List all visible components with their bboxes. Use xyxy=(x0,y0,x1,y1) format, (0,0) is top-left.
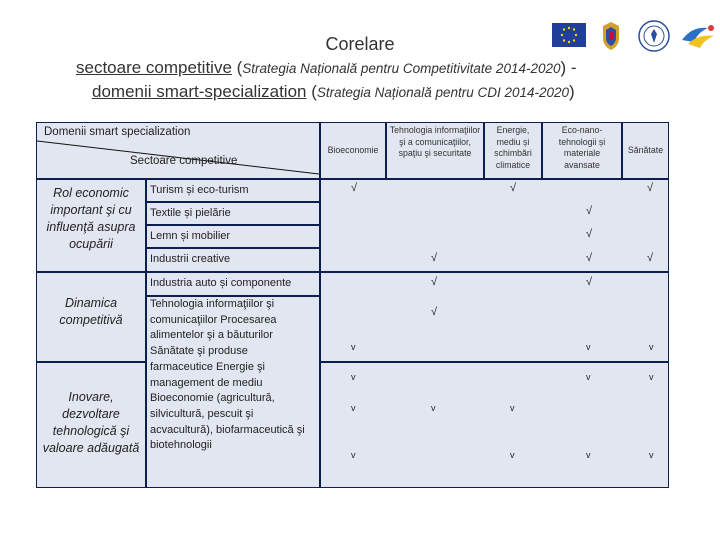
corner-bottom-label: Sectoare competitive xyxy=(130,155,238,167)
check-mark: √ xyxy=(431,306,438,318)
check-mark-small: v xyxy=(351,372,356,382)
paren-open-1: ( xyxy=(231,58,243,77)
sector-cell-textile: Textile și pielărie xyxy=(147,203,319,224)
program-logo xyxy=(678,22,718,50)
subtitle-line-2 xyxy=(92,82,575,102)
eu-flag-logo xyxy=(552,23,586,47)
data-block-top xyxy=(321,180,668,271)
sector-cell-innovation-list: Tehnologia informaţiilor şi comunicaţiilor Procesarea alimentelor şi a băuturilor Sănătate şi produse farmaceutice Energie şi management de mediu Bioeconomie (agricultură, silvicultură, pescuit şi acvacultură), biofarmaceutică şi biotehnologii xyxy=(147,297,319,487)
competitive-sectors-link[interactable]: sectoare competitive xyxy=(76,58,232,77)
row-group-economic-role: Rol economic important şi cu influenţă asupra ocupării xyxy=(37,180,145,271)
check-mark: √ xyxy=(586,276,593,288)
check-mark-small: v xyxy=(586,372,591,382)
correlation-table xyxy=(36,122,669,488)
sector-cell-tourism: Turism și eco-turism xyxy=(147,180,319,201)
column-header-tic: Tehnologia informaţiilor şi a comunicaţiilor, spaţiu şi securitate xyxy=(387,123,483,178)
sector-cell-automotive: Industria auto și componente xyxy=(147,273,319,295)
row-group-competitive-dynamics: Dinamica competitivă xyxy=(37,273,145,361)
check-mark-small: v xyxy=(649,372,654,382)
check-mark: √ xyxy=(431,252,438,264)
sector-cell-creative: Industrii creative xyxy=(147,249,319,271)
check-mark-small: v xyxy=(351,342,356,352)
page-title: Corelare xyxy=(325,34,395,54)
data-block-bottom xyxy=(321,363,668,487)
check-mark: √ xyxy=(586,228,593,240)
check-mark: √ xyxy=(647,252,654,264)
check-mark-small: v xyxy=(510,403,515,413)
check-mark-small: v xyxy=(351,450,356,460)
paren-close-2: ) xyxy=(569,82,575,101)
column-header-bioeconomie: Bioeconomie xyxy=(321,123,385,178)
check-mark-small: v xyxy=(649,342,654,352)
logo-strip xyxy=(550,18,720,58)
smart-specialization-link[interactable]: domenii smart-specialization xyxy=(92,82,307,101)
check-mark: √ xyxy=(351,182,358,194)
row-group-innovation: Inovare, dezvoltare tehnologică şi valoare adăugată xyxy=(37,363,145,487)
check-mark: √ xyxy=(431,276,438,288)
column-header-eco-nano: Eco-nano-tehnologii și materiale avansate xyxy=(543,123,621,178)
check-mark-small: v xyxy=(586,342,591,352)
romania-coat-of-arms-logo xyxy=(600,20,622,52)
check-mark-small: v xyxy=(431,403,436,413)
subtitle-line-1 xyxy=(76,58,577,78)
check-mark: √ xyxy=(586,205,593,217)
column-header-energie: Energie, mediu și schimbări climatice xyxy=(485,123,541,178)
column-header-sanatate: Sănătate xyxy=(623,123,668,178)
paren-open-2: ( xyxy=(306,82,317,101)
corner-top-label: Domenii smart specialization xyxy=(44,126,191,138)
data-block-middle xyxy=(321,273,668,361)
strategy-reference-1: Strategia Națională pentru Competitivitate 2014-2020 xyxy=(242,61,561,76)
check-mark-small: v xyxy=(351,403,356,413)
strategy-reference-2: Strategia Națională pentru CDI 2014-2020 xyxy=(316,85,570,100)
check-mark-small: v xyxy=(649,450,654,460)
corner-header-cell xyxy=(37,123,319,178)
check-mark: √ xyxy=(647,182,654,194)
check-mark-small: v xyxy=(510,450,515,460)
ministry-seal-logo xyxy=(638,20,670,52)
check-mark: √ xyxy=(586,252,593,264)
paren-close-1: ) - xyxy=(560,58,577,77)
check-mark: √ xyxy=(510,182,517,194)
check-mark-small: v xyxy=(586,450,591,460)
sector-cell-wood: Lemn și mobilier xyxy=(147,226,319,247)
